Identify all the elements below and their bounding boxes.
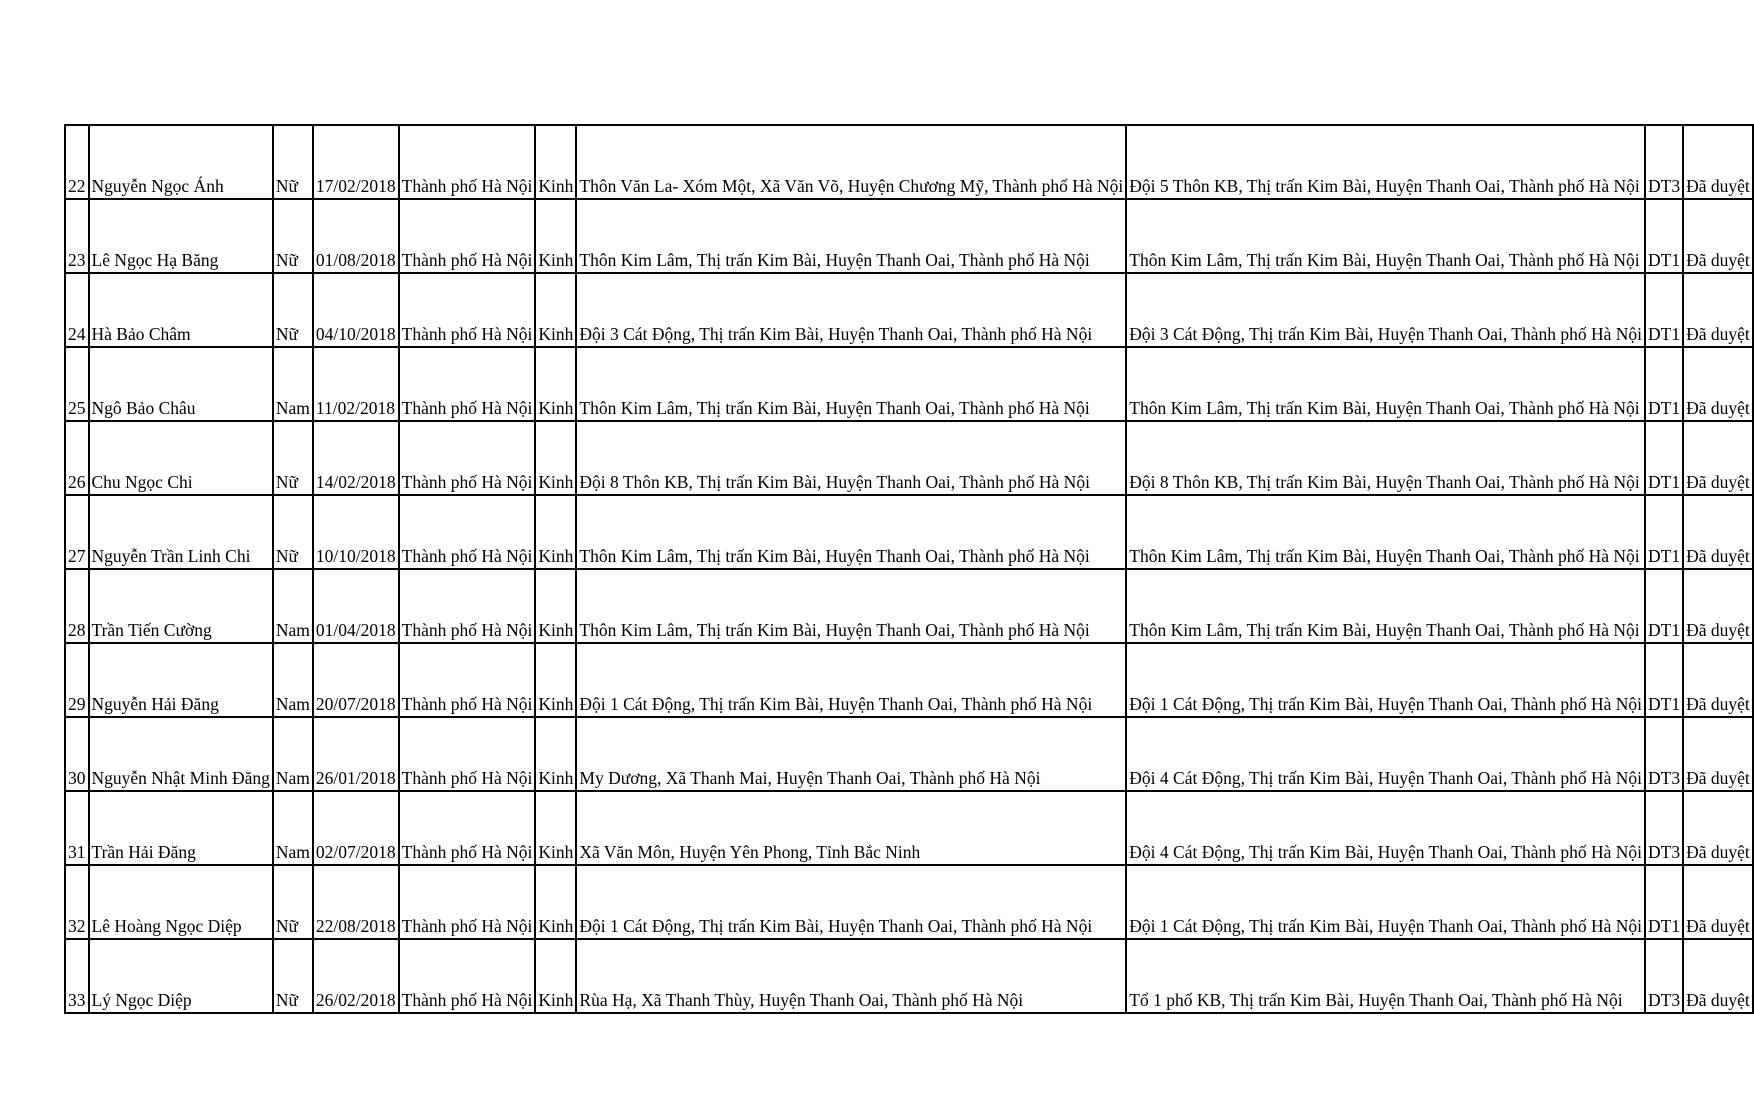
student-name: Trần Hải Đăng: [89, 791, 273, 865]
category-code: DT1: [1645, 421, 1683, 495]
approval-status: Đã duyệt: [1683, 865, 1753, 939]
birthplace-cell: Thành phố Hà Nội: [399, 865, 536, 939]
gender-cell: Nữ: [273, 199, 313, 273]
birthplace-cell: Thành phố Hà Nội: [399, 643, 536, 717]
row-number: 30: [65, 717, 89, 791]
gender-cell: Nam: [273, 643, 313, 717]
date-of-birth: 04/10/2018: [313, 273, 399, 347]
permanent-address: [576, 347, 1126, 421]
ethnicity-cell: Kinh: [535, 273, 576, 347]
category-code: DT1: [1645, 495, 1683, 569]
student-name: Trần Tiến Cường: [89, 569, 273, 643]
student-name: Nguyễn Ngọc Ánh: [89, 125, 273, 199]
permanent-address: [576, 643, 1126, 717]
current-address-text: Thôn Kim Lâm, Thị trấn Kim Bài, Huyện Thanh Oai, Thành phố Hà Nội: [1129, 620, 1640, 640]
table-row: [65, 347, 1753, 421]
category-code: DT1: [1645, 569, 1683, 643]
birthplace-cell: Thành phố Hà Nội: [399, 421, 536, 495]
permanent-address: [576, 865, 1126, 939]
current-address: [1126, 125, 1645, 199]
current-address-text: Thôn Kim Lâm, Thị trấn Kim Bài, Huyện Thanh Oai, Thành phố Hà Nội: [1129, 398, 1640, 418]
student-name: Nguyễn Nhật Minh Đăng: [89, 717, 273, 791]
date-of-birth: 26/01/2018: [313, 717, 399, 791]
birthplace-cell: Thành phố Hà Nội: [399, 347, 536, 421]
permanent-address-text: Thôn Văn La- Xóm Một, Xã Văn Võ, Huyện Chương Mỹ, Thành phố Hà Nội: [579, 176, 1124, 196]
current-address-text: Đội 3 Cát Động, Thị trấn Kim Bài, Huyện Thanh Oai, Thành phố Hà Nội: [1129, 324, 1643, 344]
approval-status: Đã duyệt: [1683, 643, 1753, 717]
current-address: [1126, 199, 1645, 273]
approval-status: Đã duyệt: [1683, 569, 1753, 643]
student-name: Chu Ngọc Chi: [89, 421, 273, 495]
gender-cell: Nam: [273, 569, 313, 643]
row-number: 24: [65, 273, 89, 347]
permanent-address-text: Xã Văn Môn, Huyện Yên Phong, Tỉnh Bắc Ninh: [579, 842, 921, 862]
gender-cell: Nữ: [273, 273, 313, 347]
current-address-text: Thôn Kim Lâm, Thị trấn Kim Bài, Huyện Thanh Oai, Thành phố Hà Nội: [1129, 250, 1640, 270]
table-row: [65, 495, 1753, 569]
current-address-text: Đội 1 Cát Động, Thị trấn Kim Bài, Huyện Thanh Oai, Thành phố Hà Nội: [1129, 916, 1643, 936]
current-address: [1126, 569, 1645, 643]
student-name: Lê Ngọc Hạ Băng: [89, 199, 273, 273]
ethnicity-cell: Kinh: [535, 347, 576, 421]
table-body: [65, 125, 1753, 1013]
date-of-birth: 17/02/2018: [313, 125, 399, 199]
permanent-address: [576, 495, 1126, 569]
approval-status: Đã duyệt: [1683, 199, 1753, 273]
category-code: DT1: [1645, 273, 1683, 347]
table-row: [65, 273, 1753, 347]
gender-cell: Nam: [273, 347, 313, 421]
row-number: 23: [65, 199, 89, 273]
approval-status: Đã duyệt: [1683, 125, 1753, 199]
current-address: [1126, 643, 1645, 717]
approval-status: Đã duyệt: [1683, 273, 1753, 347]
birthplace-cell: Thành phố Hà Nội: [399, 717, 536, 791]
student-name: Nguyễn Hải Đăng: [89, 643, 273, 717]
student-name: Nguyễn Trần Linh Chi: [89, 495, 273, 569]
gender-cell: Nữ: [273, 865, 313, 939]
row-number: 29: [65, 643, 89, 717]
approval-status: Đã duyệt: [1683, 939, 1753, 1013]
ethnicity-cell: Kinh: [535, 643, 576, 717]
row-number: 32: [65, 865, 89, 939]
student-name: Lý Ngọc Diệp: [89, 939, 273, 1013]
permanent-address-text: Rùa Hạ, Xã Thanh Thùy, Huyện Thanh Oai, Thành phố Hà Nội: [579, 990, 1024, 1010]
ethnicity-cell: Kinh: [535, 717, 576, 791]
table-row: [65, 717, 1753, 791]
permanent-address: [576, 717, 1126, 791]
row-number: 27: [65, 495, 89, 569]
table-row: [65, 865, 1753, 939]
table-row: [65, 939, 1753, 1013]
current-address: [1126, 865, 1645, 939]
ethnicity-cell: Kinh: [535, 791, 576, 865]
row-number: 31: [65, 791, 89, 865]
current-address-text: Đội 1 Cát Động, Thị trấn Kim Bài, Huyện Thanh Oai, Thành phố Hà Nội: [1129, 694, 1643, 714]
ethnicity-cell: Kinh: [535, 421, 576, 495]
current-address-text: Tổ 1 phố KB, Thị trấn Kim Bài, Huyện Thanh Oai, Thành phố Hà Nội: [1129, 990, 1623, 1010]
category-code: DT1: [1645, 347, 1683, 421]
birthplace-cell: Thành phố Hà Nội: [399, 939, 536, 1013]
table-row: [65, 125, 1753, 199]
permanent-address: [576, 199, 1126, 273]
current-address-text: Thôn Kim Lâm, Thị trấn Kim Bài, Huyện Thanh Oai, Thành phố Hà Nội: [1129, 546, 1640, 566]
student-list-table: [64, 124, 1754, 1014]
permanent-address-text: Thôn Kim Lâm, Thị trấn Kim Bài, Huyện Thanh Oai, Thành phố Hà Nội: [579, 620, 1090, 640]
row-number: 26: [65, 421, 89, 495]
gender-cell: Nữ: [273, 939, 313, 1013]
row-number: 33: [65, 939, 89, 1013]
date-of-birth: 26/02/2018: [313, 939, 399, 1013]
date-of-birth: 01/08/2018: [313, 199, 399, 273]
category-code: DT1: [1645, 643, 1683, 717]
permanent-address-text: Đội 1 Cát Động, Thị trấn Kim Bài, Huyện Thanh Oai, Thành phố Hà Nội: [579, 694, 1093, 714]
gender-cell: Nữ: [273, 125, 313, 199]
approval-status: Đã duyệt: [1683, 347, 1753, 421]
current-address-text: Đội 4 Cát Động, Thị trấn Kim Bài, Huyện Thanh Oai, Thành phố Hà Nội: [1129, 768, 1643, 788]
permanent-address-text: Thôn Kim Lâm, Thị trấn Kim Bài, Huyện Thanh Oai, Thành phố Hà Nội: [579, 398, 1090, 418]
gender-cell: Nữ: [273, 421, 313, 495]
birthplace-cell: Thành phố Hà Nội: [399, 273, 536, 347]
student-name: Ngô Bảo Châu: [89, 347, 273, 421]
category-code: DT1: [1645, 199, 1683, 273]
birthplace-cell: Thành phố Hà Nội: [399, 125, 536, 199]
table-row: [65, 643, 1753, 717]
gender-cell: Nữ: [273, 495, 313, 569]
gender-cell: Nam: [273, 791, 313, 865]
date-of-birth: 20/07/2018: [313, 643, 399, 717]
permanent-address: [576, 125, 1126, 199]
date-of-birth: 02/07/2018: [313, 791, 399, 865]
table-row: [65, 421, 1753, 495]
birthplace-cell: Thành phố Hà Nội: [399, 199, 536, 273]
birthplace-cell: Thành phố Hà Nội: [399, 569, 536, 643]
current-address: [1126, 495, 1645, 569]
permanent-address: [576, 939, 1126, 1013]
date-of-birth: 11/02/2018: [313, 347, 399, 421]
category-code: DT3: [1645, 125, 1683, 199]
table-row: [65, 791, 1753, 865]
student-name: Hà Bảo Châm: [89, 273, 273, 347]
permanent-address-text: Đội 3 Cát Động, Thị trấn Kim Bài, Huyện Thanh Oai, Thành phố Hà Nội: [579, 324, 1093, 344]
current-address-text: Đội 8 Thôn KB, Thị trấn Kim Bài, Huyện Thanh Oai, Thành phố Hà Nội: [1129, 472, 1640, 492]
category-code: DT3: [1645, 939, 1683, 1013]
birthplace-cell: Thành phố Hà Nội: [399, 791, 536, 865]
category-code: DT3: [1645, 791, 1683, 865]
current-address: [1126, 791, 1645, 865]
date-of-birth: 22/08/2018: [313, 865, 399, 939]
current-address: [1126, 421, 1645, 495]
birthplace-cell: Thành phố Hà Nội: [399, 495, 536, 569]
approval-status: Đã duyệt: [1683, 495, 1753, 569]
ethnicity-cell: Kinh: [535, 125, 576, 199]
date-of-birth: 10/10/2018: [313, 495, 399, 569]
gender-cell: Nam: [273, 717, 313, 791]
current-address-text: Đội 4 Cát Động, Thị trấn Kim Bài, Huyện Thanh Oai, Thành phố Hà Nội: [1129, 842, 1643, 862]
permanent-address-text: Thôn Kim Lâm, Thị trấn Kim Bài, Huyện Thanh Oai, Thành phố Hà Nội: [579, 250, 1090, 270]
permanent-address: [576, 273, 1126, 347]
current-address: [1126, 939, 1645, 1013]
ethnicity-cell: Kinh: [535, 569, 576, 643]
category-code: DT1: [1645, 865, 1683, 939]
permanent-address: [576, 569, 1126, 643]
row-number: 28: [65, 569, 89, 643]
date-of-birth: 14/02/2018: [313, 421, 399, 495]
permanent-address-text: Đội 8 Thôn KB, Thị trấn Kim Bài, Huyện Thanh Oai, Thành phố Hà Nội: [579, 472, 1090, 492]
category-code: DT3: [1645, 717, 1683, 791]
permanent-address-text: Đội 1 Cát Động, Thị trấn Kim Bài, Huyện Thanh Oai, Thành phố Hà Nội: [579, 916, 1093, 936]
ethnicity-cell: Kinh: [535, 939, 576, 1013]
table-row: [65, 569, 1753, 643]
current-address: [1126, 717, 1645, 791]
current-address-text: Đội 5 Thôn KB, Thị trấn Kim Bài, Huyện Thanh Oai, Thành phố Hà Nội: [1129, 176, 1640, 196]
date-of-birth: 01/04/2018: [313, 569, 399, 643]
row-number: 22: [65, 125, 89, 199]
ethnicity-cell: Kinh: [535, 199, 576, 273]
approval-status: Đã duyệt: [1683, 421, 1753, 495]
ethnicity-cell: Kinh: [535, 865, 576, 939]
current-address: [1126, 347, 1645, 421]
permanent-address: [576, 791, 1126, 865]
permanent-address-text: My Dương, Xã Thanh Mai, Huyện Thanh Oai, Thành phố Hà Nội: [579, 768, 1041, 788]
approval-status: Đã duyệt: [1683, 717, 1753, 791]
permanent-address-text: Thôn Kim Lâm, Thị trấn Kim Bài, Huyện Thanh Oai, Thành phố Hà Nội: [579, 546, 1090, 566]
permanent-address: [576, 421, 1126, 495]
row-number: 25: [65, 347, 89, 421]
table-row: [65, 199, 1753, 273]
ethnicity-cell: Kinh: [535, 495, 576, 569]
student-name: Lê Hoàng Ngọc Diệp: [89, 865, 273, 939]
approval-status: Đã duyệt: [1683, 791, 1753, 865]
current-address: [1126, 273, 1645, 347]
